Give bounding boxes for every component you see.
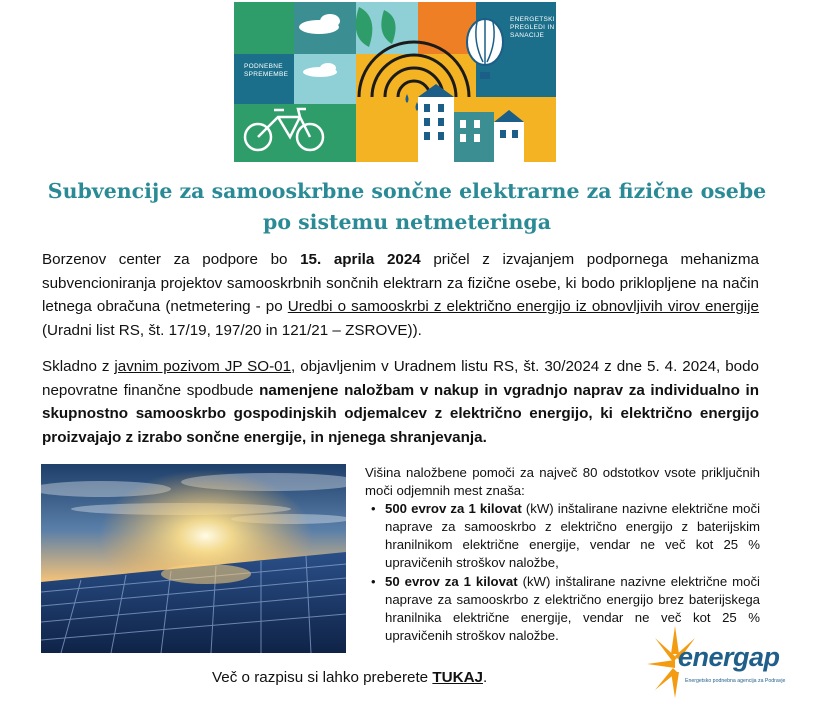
intro-paragraph [42, 248, 759, 342]
more-info-text: Več o razpisu si lahko preberete [212, 669, 433, 686]
intro-text-start: Borzenov center za podpore bo [42, 251, 301, 268]
page-title: Subvencije za samooskrbne sončne elektrarne za fizične osebe po sistemu netmeteringa [47, 179, 767, 234]
call-purpose: namenjene naložbam v nakup in vgradnjo naprav za individualno in skupnostno samooskrbo gospodinjskih odjemalcev z električno energijo, ki električno energijo proizvajajo z izrabo sončne energije, in njenega shranjevanja. [42, 381, 760, 446]
aid-info [365, 464, 760, 645]
call-text-start: Skladno z [42, 358, 115, 375]
aid-amount-battery: 500 evrov za 1 kilovat [385, 501, 522, 517]
call-text-middle: , objavljenim v Uradnem listu RS, št. 30/2024 z dne 5. 4. 2024, bodo nepovratne finančne spodbude [42, 358, 760, 399]
intro-text-end: (Uradni list RS, št. 17/19, 197/20 in 121/21 – ZSROVE)). [42, 321, 422, 339]
regulation-link[interactable]: Uredbi o samooskrbi z električno energijo iz obnovljivih virov energije [287, 298, 760, 316]
start-date: 15. aprila 2024 [300, 251, 421, 268]
call-paragraph [42, 355, 759, 449]
aid-intro: Višina naložbene pomoči za največ 80 odstotkov vsote priključnih moči odjemnih mest znaša: [365, 465, 760, 499]
solar-panels-photo [41, 464, 346, 653]
aid-text-no-battery: (kW) inštalirane nazivne električne moči naprave za samooskrbo z električno energijo brez baterijskega hranilnika električne energije, vendar ne več kot 25 % upravičenih stroškov naložbe. [385, 573, 760, 643]
banner-illustration [234, 2, 556, 162]
aid-amount-no-battery: 50 evrov za 1 kilovat [385, 573, 518, 589]
more-info [212, 668, 487, 688]
banner-label-climate: PODNEBNE SPREMEMBE [244, 63, 289, 78]
list-item [385, 500, 760, 572]
banner-graphic [234, 2, 556, 162]
public-call-link[interactable]: javnim pozivom JP SO-01 [114, 358, 292, 375]
solar-panels-graphic [41, 464, 346, 653]
more-info-link[interactable]: TUKAJ [432, 669, 483, 686]
more-info-end: . [483, 669, 488, 686]
intro-text-middle: pričel z izvajanjem podpornega mehanizma subvencioniranja projektov samooskrbnih sončnih elektrarn za fizične osebe, ki bodo priklopljene na način letnega obračuna (netmetering - po [42, 251, 759, 316]
logo-tagline: Energetsko podnebna agencija za Podravje [685, 678, 786, 684]
aid-text-battery: (kW) inštalirane nazivne električne moči naprave za samooskrbo z električno energijo z baterijskim hranilnikom električne energije, vendar ne več kot 25 % upravičenih stroškov naložbe, [385, 501, 760, 571]
banner-label-energy: ENERGETSKI PREGLEDI IN SANACIJE [510, 16, 555, 39]
energap-logo [645, 624, 795, 700]
logo-wordmark: energap [678, 642, 780, 672]
